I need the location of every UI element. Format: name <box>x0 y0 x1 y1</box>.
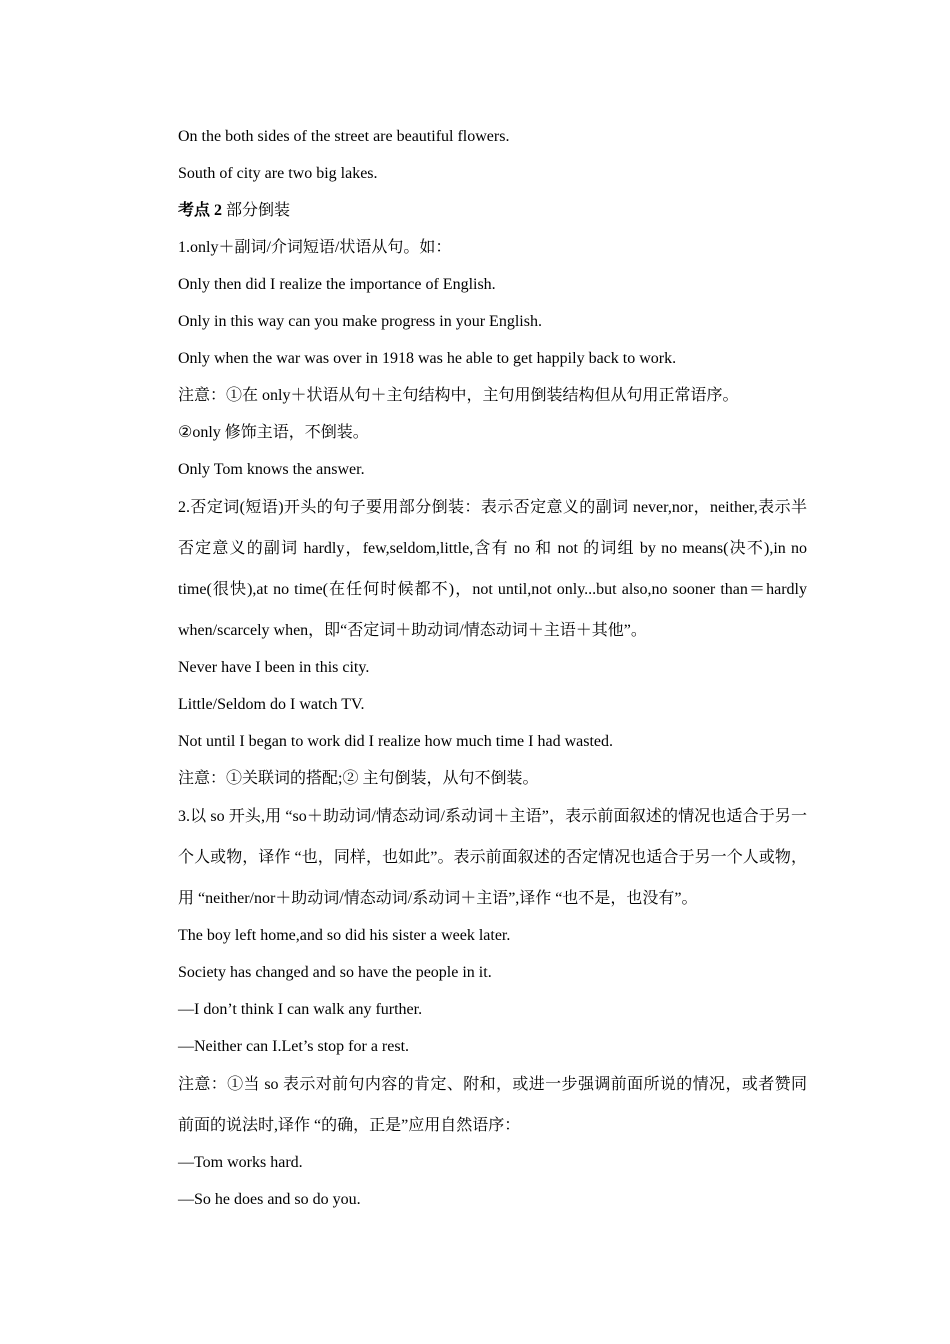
example-sentence: On the both sides of the street are beautiful flowers. <box>178 128 510 145</box>
example-sentence: South of city are two big lakes. <box>178 165 378 182</box>
paragraph-text: 3.以 so 开头,用 “so＋助动词/情态动词/系动词＋主语”，表示前面叙述的情况也适合于另一个人或物，译作 “也，同样，也如此”。表示前面叙述的否定情况也适合于另一个人或物，用 “neither/nor＋助动词/情态动词/系动词＋主语”,译作 “也不是，也没有”。 <box>178 808 807 907</box>
note-line: 注意：①在 only＋状语从句＋主句结构中，主句用倒装结构但从句用正常语序。 <box>178 387 739 404</box>
rule-item: 1.only＋副词/介词短语/状语从句。如： <box>178 239 452 256</box>
example-sentence: The boy left home,and so did his sister a week later. <box>178 927 511 944</box>
paragraph-text: 2.否定词(短语)开头的句子要用部分倒装：表示否定意义的副词 never,nor，neither,表示半否定意义的副词 hardly，few,seldom,little,含有 no 和 not 的词组 by no means(决不),in no time(很快),at no time(在任何时候都不)，not until,not only...but also,no sooner than＝hardly when/scarcely when，即“否定词＋助动词/情态动词＋主语＋其他”。 <box>178 499 807 639</box>
note-line: 注意：①关联词的搭配;② 主句倒装，从句不倒装。 <box>178 770 539 787</box>
example-sentence: Little/Seldom do I watch TV. <box>178 696 365 713</box>
note-line: ②only 修饰主语，不倒装。 <box>178 424 369 441</box>
rule-paragraph-negation <box>145 487 807 651</box>
example-sentence: Only Tom knows the answer. <box>178 461 365 478</box>
example-sentence: Society has changed and so have the people in it. <box>178 964 492 981</box>
section-heading-number: 考点 2 <box>178 202 223 219</box>
section-heading-title: 部分倒装 <box>222 202 291 219</box>
example-sentence: Only then did I realize the importance of English. <box>178 276 496 293</box>
section-heading <box>178 201 290 221</box>
example-sentence: Never have I been in this city. <box>178 659 370 676</box>
example-sentence: Only in this way can you make progress in your English. <box>178 313 542 330</box>
rule-paragraph-so <box>145 796 807 919</box>
dialogue-line: —Neither can I.Let’s stop for a rest. <box>178 1038 410 1055</box>
note-paragraph <box>145 1064 807 1146</box>
example-sentence: Not until I began to work did I realize how much time I had wasted. <box>178 733 613 750</box>
dialogue-line: —Tom works hard. <box>178 1154 303 1171</box>
dialogue-line: —So he does and so do you. <box>178 1191 361 1208</box>
example-sentence: Only when the war was over in 1918 was he able to get happily back to work. <box>178 350 677 367</box>
dialogue-line: —I don’t think I can walk any further. <box>178 1001 423 1018</box>
paragraph-text: 注意：①当 so 表示对前句内容的肯定、附和，或进一步强调前面所说的情况，或者赞同前面的说法时,译作 “的确，正是”应用自然语序： <box>178 1076 807 1134</box>
